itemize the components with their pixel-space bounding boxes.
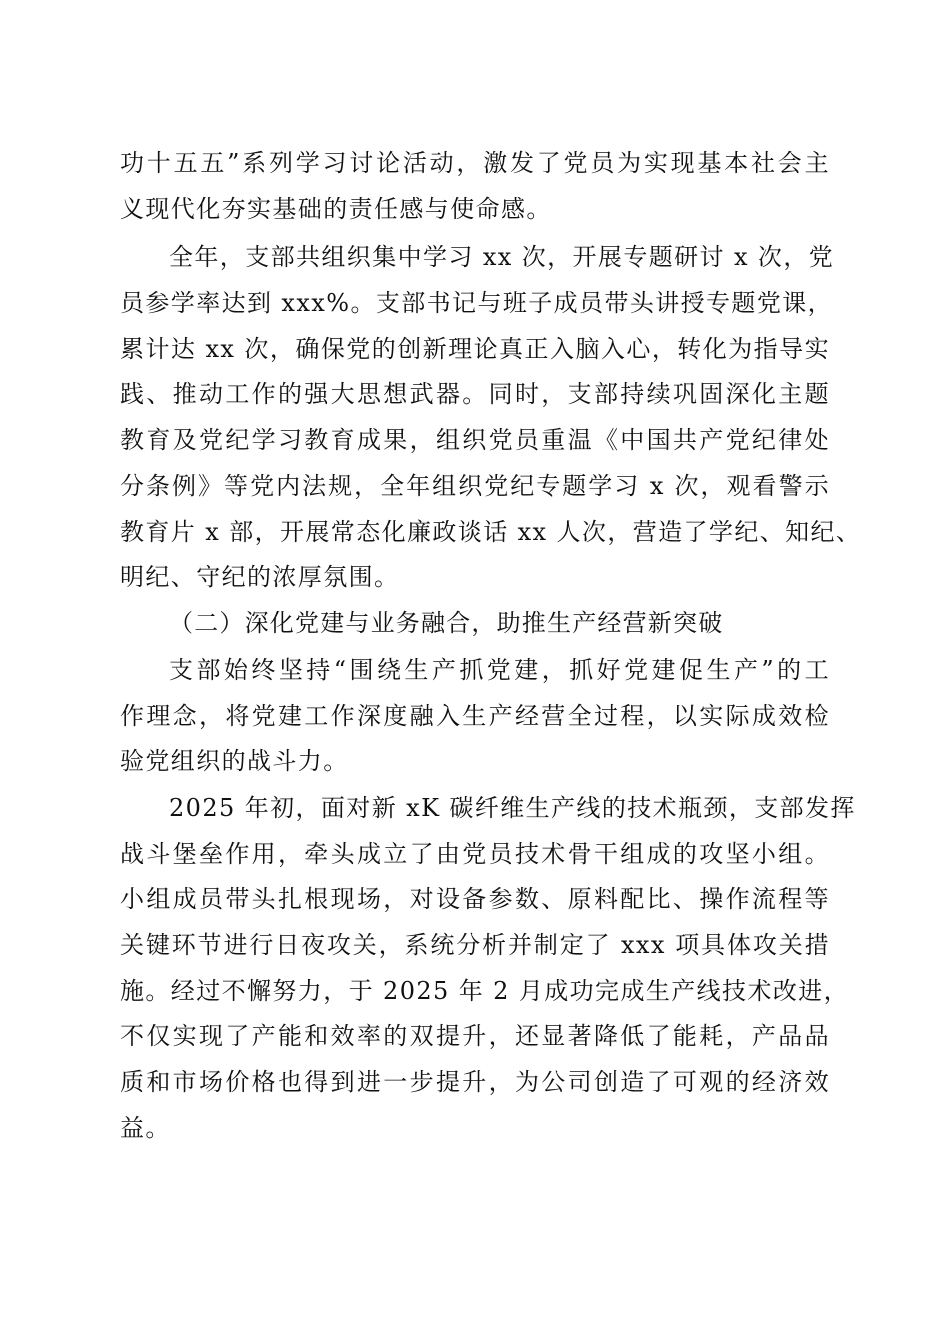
paragraph-line: 践、推动工作的强大思想武器。同时，支部持续巩固深化主题 [120, 380, 830, 408]
paragraph-line: 战斗堡垒作用，牵头成立了由党员技术骨干组成的攻坚小组。 [120, 840, 830, 868]
paragraph-line: 小组成员带头扎根现场，对设备参数、原料配比、操作流程等 [120, 885, 830, 913]
paragraph-line: 教育及党纪学习教育成果，组织党员重温《中国共产党纪律处 [120, 426, 830, 454]
paragraph-line: 不仅实现了产能和效率的双提升，还显著降低了能耗，产品品 [120, 1022, 830, 1050]
paragraph-line: 明纪、守纪的浓厚氛围。 [120, 563, 400, 591]
paragraph-line: 累计达 xx 次，确保党的创新理论真正入脑入心，转化为指导实 [120, 335, 830, 363]
paragraph-line: 关键环节进行日夜攻关，系统分析并制定了 xxx 项具体攻关措 [120, 931, 830, 959]
paragraph-line: 分条例》等党内法规，全年组织党纪专题学习 x 次，观看警示 [120, 472, 830, 500]
paragraph-line: 益。 [120, 1114, 171, 1142]
paragraph-line: 教育片 x 部，开展常态化廉政谈话 xx 人次，营造了学纪、知纪、 [120, 518, 862, 546]
paragraph-line: 2025 年初，面对新 xK 碳纤维生产线的技术瓶颈，支部发挥 [169, 794, 856, 822]
paragraph-line: 质和市场价格也得到进一步提升，为公司创造了可观的经济效 [120, 1068, 830, 1096]
paragraph-line: 功十五五”系列学习讨论活动，激发了党员为实现基本社会主 [120, 149, 830, 177]
paragraph-line: 员参学率达到 xxx%。支部书记与班子成员带头讲授专题党课， [120, 289, 834, 317]
paragraph-line: 验党组织的战斗力。 [120, 747, 349, 775]
section-heading: （二）深化党建与业务融合，助推生产经营新突破 [169, 609, 724, 637]
paragraph-line: 支部始终坚持“围绕生产抓党建，抓好党建促生产”的工 [169, 656, 830, 684]
paragraph-line: 作理念，将党建工作深度融入生产经营全过程，以实际成效检 [120, 702, 830, 730]
paragraph-line: 全年，支部共组织集中学习 xx 次，开展专题研讨 x 次，党 [169, 243, 835, 271]
paragraph-line: 义现代化夯实基础的责任感与使命感。 [120, 195, 552, 223]
paragraph-line: 施。经过不懈努力，于 2025 年 2 月成功完成生产线技术改进， [120, 977, 850, 1005]
